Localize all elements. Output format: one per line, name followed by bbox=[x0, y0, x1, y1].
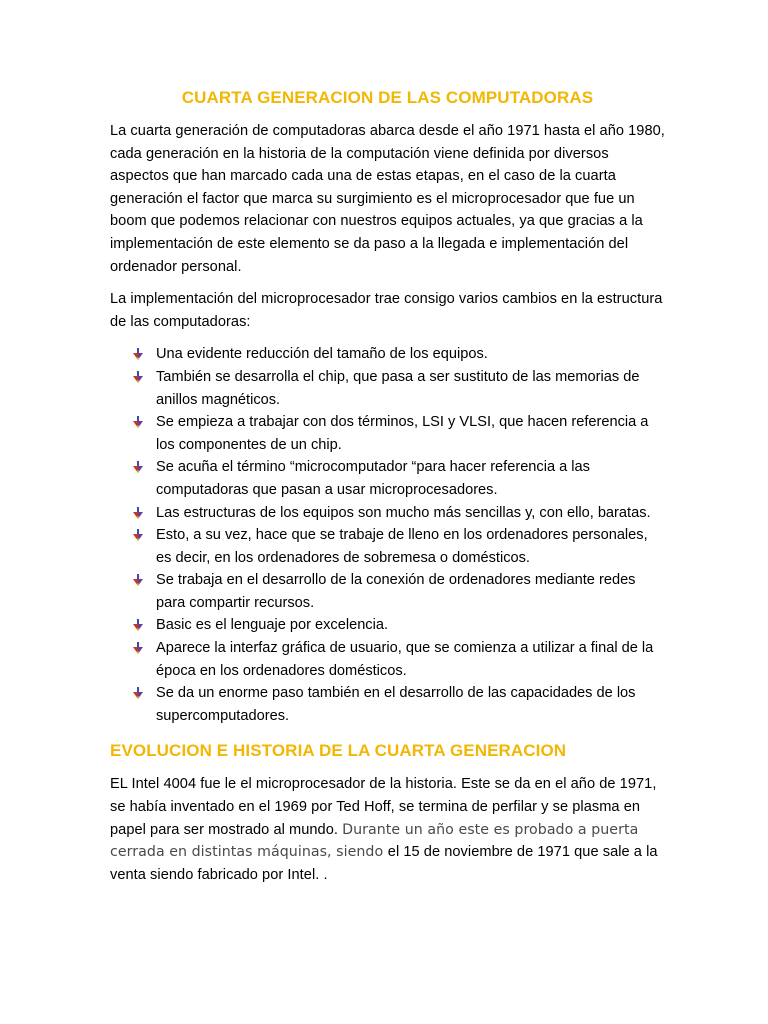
bullet-text: Se da un enorme paso también en el desarrollo de las capacidades de los supercomputadores. bbox=[156, 685, 636, 724]
intro-paragraph: La cuarta generación de computadoras abarca desde el año 1971 hasta el año 1980, cada generación en la historia de la computación viene definida por diversos aspectos que han marcado cada una de estas etapas, en el caso de la cuarta generación el factor que marca su surgimiento es el microprocesador que fue un boom que podemos relacionar con nuestros equipos actuales, ya que gracias a la implementación de este elemento se da paso a la llegada e implementación del ordenador personal. bbox=[110, 123, 665, 275]
arrow-down-bullet-icon bbox=[132, 529, 144, 542]
bullet-text: También se desarrolla el chip, que pasa a ser sustituto de las memorias de anillos magnéticos. bbox=[156, 368, 640, 408]
bullet-text: Aparece la interfaz gráfica de usuario, que se comienza a utilizar a final de la época en los ordenadores domésticos. bbox=[156, 640, 654, 679]
arrow-down-bullet-icon bbox=[132, 642, 144, 655]
bullet-text: Una evidente reducción del tamaño de los equipos. bbox=[156, 346, 488, 363]
bullet-list bbox=[110, 343, 665, 727]
bullet-text: Se acuña el término “microcomputador “para hacer referencia a las computadoras que pasan a usar microprocesadores. bbox=[156, 459, 590, 498]
bullet-item bbox=[110, 524, 665, 569]
bullet-text: Se empieza a trabajar con dos términos, LSI y VLSI, que hacen referencia a los componentes de un chip. bbox=[156, 414, 649, 453]
arrow-down-bullet-icon bbox=[132, 461, 144, 474]
list-intro-paragraph: La implementación del microprocesador trae consigo varios cambios en la estructura de las computadoras: bbox=[110, 291, 663, 330]
section2-paragraph bbox=[110, 773, 665, 886]
document-page bbox=[110, 88, 665, 896]
bullet-item bbox=[110, 343, 665, 366]
arrow-down-bullet-icon bbox=[132, 507, 144, 520]
section2-text-part3: el 15 de noviembre de 1971 que sale a la venta siendo fabricado por Intel. . bbox=[110, 844, 658, 883]
arrow-down-bullet-icon bbox=[132, 416, 144, 429]
bullet-text: Se trabaja en el desarrollo de la conexión de ordenadores mediante redes para compartir recursos. bbox=[156, 572, 636, 611]
arrow-down-bullet-icon bbox=[132, 371, 144, 384]
bullet-item bbox=[110, 569, 665, 614]
arrow-down-bullet-icon bbox=[132, 687, 144, 700]
bullet-item bbox=[110, 682, 665, 727]
document-title: CUARTA GENERACION DE LAS COMPUTADORAS bbox=[181, 88, 594, 107]
bullet-item bbox=[110, 637, 665, 682]
bullet-item bbox=[110, 456, 665, 501]
bullet-text: Esto, a su vez, hace que se trabaje de lleno en los ordenadores personales, es decir, en los ordenadores de sobremesa o domésticos. bbox=[156, 527, 648, 566]
bullet-item bbox=[110, 502, 665, 525]
section2-text-part2: Durante un año este es probado a puerta cerrada en distintas máquinas, siendo bbox=[110, 821, 639, 861]
arrow-down-bullet-icon bbox=[132, 574, 144, 587]
bullet-item bbox=[110, 614, 665, 637]
bullet-item bbox=[110, 411, 665, 456]
bullet-text: Las estructuras de los equipos son mucho más sencillas y, con ello, baratas. bbox=[156, 504, 651, 521]
bullet-text: Basic es el lenguaje por excelencia. bbox=[156, 617, 389, 634]
arrow-down-bullet-icon bbox=[132, 348, 144, 361]
arrow-down-bullet-icon bbox=[132, 619, 144, 632]
section2-text-part1: EL Intel 4004 fue le el microprocesador de la historia. Este se da en el año de 1971, se había inventado en el 1969 por Ted Hoff, se termina de perfilar y se plasma en papel para ser mostrado al mundo. bbox=[110, 776, 657, 838]
bullet-item bbox=[110, 366, 665, 411]
section2-heading: EVOLUCION E HISTORIA DE LA CUARTA GENERACION bbox=[110, 741, 567, 761]
